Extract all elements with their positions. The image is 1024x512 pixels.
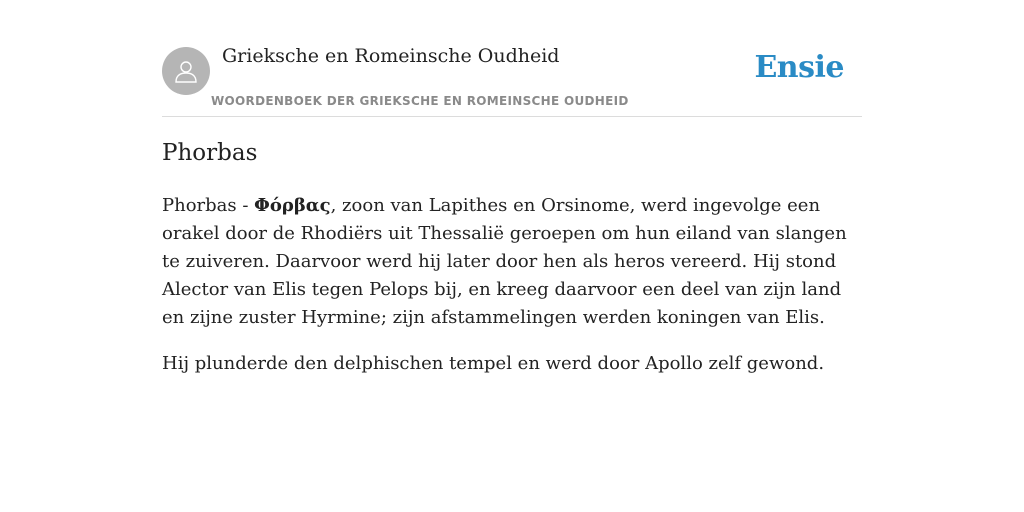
entry-paragraph-1 bbox=[162, 192, 862, 332]
user-icon bbox=[172, 57, 200, 85]
page bbox=[162, 0, 862, 374]
entry-text: , zoon van Lapithes en Orsinome, werd ingevolge een orakel door de Rhodiërs uit Thessalië geroepen om hun eiland van slangen te zuiveren. Daarvoor werd hij later door hen als heros vereerd. Hij stond Alector van Elis tegen Pelops bij, en kreeg daarvoor een deel van zijn land en zijne zuster Hyrmine; zijn afstammelingen werden koningen van Elis. bbox=[162, 195, 847, 328]
greek-term: Φόρβας bbox=[254, 195, 331, 216]
site-title[interactable]: Grieksche en Romeinsche Oudheid bbox=[222, 45, 560, 67]
entry-paragraph-2: Hij plunderde den delphischen tempel en werd door Apollo zelf gewond. bbox=[162, 353, 825, 374]
entry-body bbox=[162, 192, 862, 396]
brand-logo[interactable]: Ensie bbox=[754, 50, 844, 85]
avatar[interactable] bbox=[162, 47, 210, 95]
entry-lead: Phorbas - bbox=[162, 195, 255, 216]
site-subtitle: WOORDENBOEK DER GRIEKSCHE EN ROMEINSCHE OUDHEID bbox=[211, 94, 629, 108]
entry-title: Phorbas bbox=[162, 140, 258, 166]
site-header bbox=[162, 0, 862, 117]
